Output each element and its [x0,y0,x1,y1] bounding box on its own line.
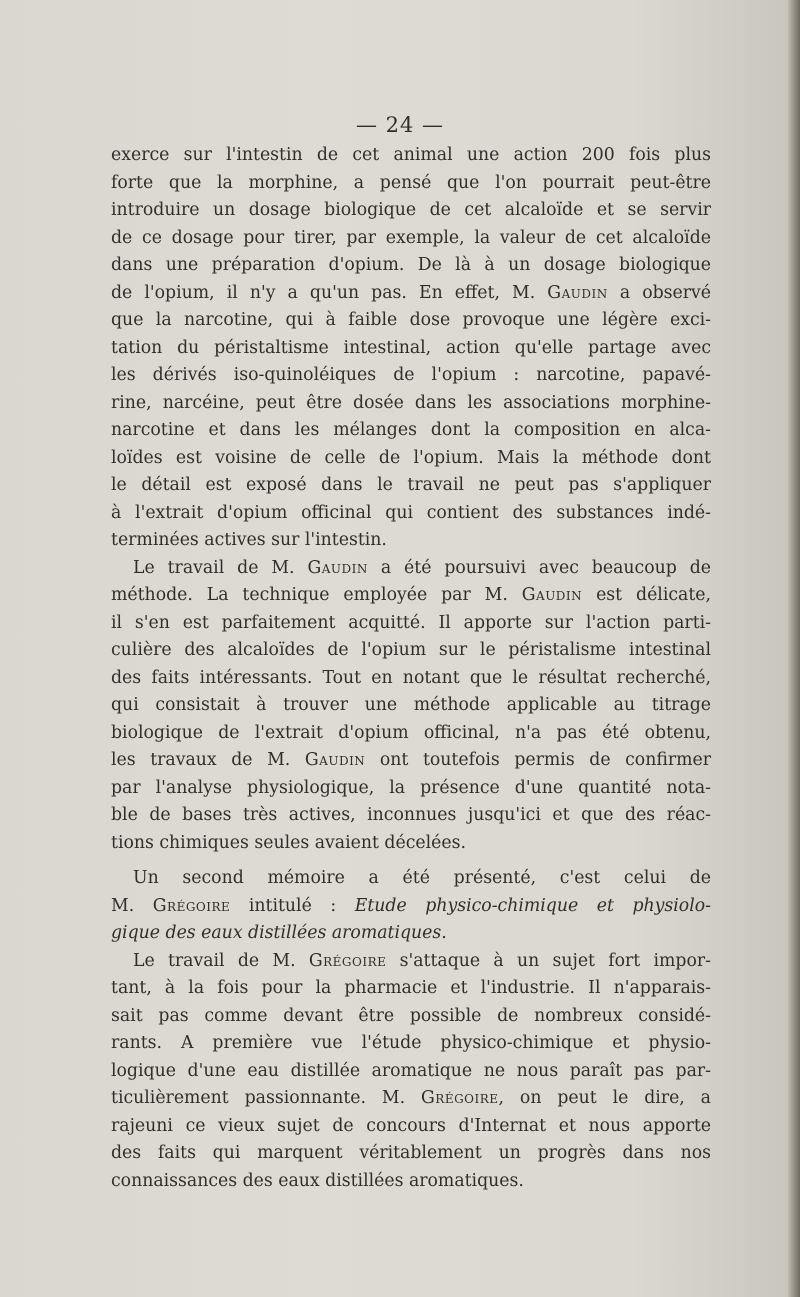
text-line: des faits qui marquent véritablement un progrès dans nos [111,1143,711,1163]
text-line: à l'extrait d'opium officinal qui contient des substances indé- [111,502,711,523]
text-line: le détail est exposé dans le travail ne peut pas s'appliquer [111,475,711,495]
text-line: culière des alcaloïdes de l'opium sur le péristalisme intestinal [111,640,711,660]
body-text [111,142,711,1195]
author-name: Gaudin [547,282,608,303]
text-line: dans une préparation d'opium. De là à un dosage biologique [111,255,711,275]
text-line: exerce sur l'intestin de cet animal une action 200 fois plus [111,145,711,165]
author-name: Grégoire [420,1088,499,1108]
author-name: Gaudin [521,585,583,605]
text-line: que la narcotine, qui à faible dose provoque une légère exci- [111,310,711,330]
text-line: par l'analyse physiologique, la présence d'une quantité nota- [111,777,711,798]
text-line: rants. A première vue l'étude physico-chimique et physio- [111,1033,711,1053]
text-line: introduire un dosage biologique de cet alcaloïde et se servir [111,200,711,220]
text-line: logique d'une eau distillée aromatique ne nous paraît pas par- [111,1060,711,1081]
text-line: ble de bases très actives, inconnues jusqu'ici et que des réac- [111,805,711,825]
text-line: rine, narcéine, peut être dosée dans les associations morphine- [111,392,711,413]
text-line: M. Grégoire intitulé : Etude physico-chimique et physiolo- [111,895,711,916]
page-number: — 24 — [355,113,445,137]
memoir-title: Etude physico-chimique et physiolo- [354,895,711,916]
text-line: tation du péristaltisme intestinal, action qu'elle partage avec [111,337,711,358]
author-name: Grégoire [308,950,387,971]
text-line: Le travail de M. Grégoire s'attaque à un sujet fort impor- [133,950,711,971]
page-edge [788,0,800,1297]
memoir-title: gique des eaux distillées aromatiques. [111,923,447,943]
text-line: des faits intéressants. Tout en notant que le résultat recherché, [111,667,711,688]
author-name: Grégoire [152,895,231,916]
author-name: Gaudin [304,750,366,770]
text-line: terminées actives sur l'intestin. [111,530,387,550]
text-line: narcotine et dans les mélanges dont la composition en alca- [111,420,711,440]
text-line: les travaux de M. Gaudin ont toutefois permis de confirmer [111,750,712,770]
text-line: forte que la morphine, a pensé que l'on pourrait peut-être [111,172,711,193]
text-line: il s'en est parfaitement acquitté. Il apporte sur l'action parti- [111,612,711,633]
text-line [111,920,711,948]
text-line: sait pas comme devant être possible de nombreux considé- [111,1005,711,1026]
text-line: les dérivés iso-quinoléiques de l'opium : narcotine, papavé- [111,365,711,385]
text-line: ticulièrement passionnante. M. Grégoire, on peut le dire, a [111,1088,711,1108]
text-line: rajeuni ce vieux sujet de concours d'Internat et nous apporte [111,1115,711,1136]
text-line: qui consistait à trouver une méthode applicable au titrage [111,695,711,715]
text-line: Un second mémoire a été présenté, c'est celui de [133,868,711,888]
text-line: Le travail de M. Gaudin a été poursuivi avec beaucoup de [133,557,711,578]
text-line: biologique de l'extrait d'opium officinal, n'a pas été obtenu, [111,722,711,743]
text-line: de l'opium, il n'y a qu'un pas. En effet, M. Gaudin a observé [111,282,712,303]
author-name: Gaudin [307,557,368,578]
text-line: de ce dosage pour tirer, par exemple, la valeur de cet alcaloïde [111,227,711,248]
text-line: loïdes est voisine de celle de l'opium. Mais la méthode dont [111,447,711,468]
text-line: connaissances des eaux distillées aromatiques. [111,1170,524,1191]
text-line: tions chimiques seules avaient décelées. [111,832,466,853]
text-line: méthode. La technique employée par M. Gaudin est délicate, [111,585,711,605]
text-line: tant, à la fois pour la pharmacie et l'industrie. Il n'apparais- [111,978,711,998]
